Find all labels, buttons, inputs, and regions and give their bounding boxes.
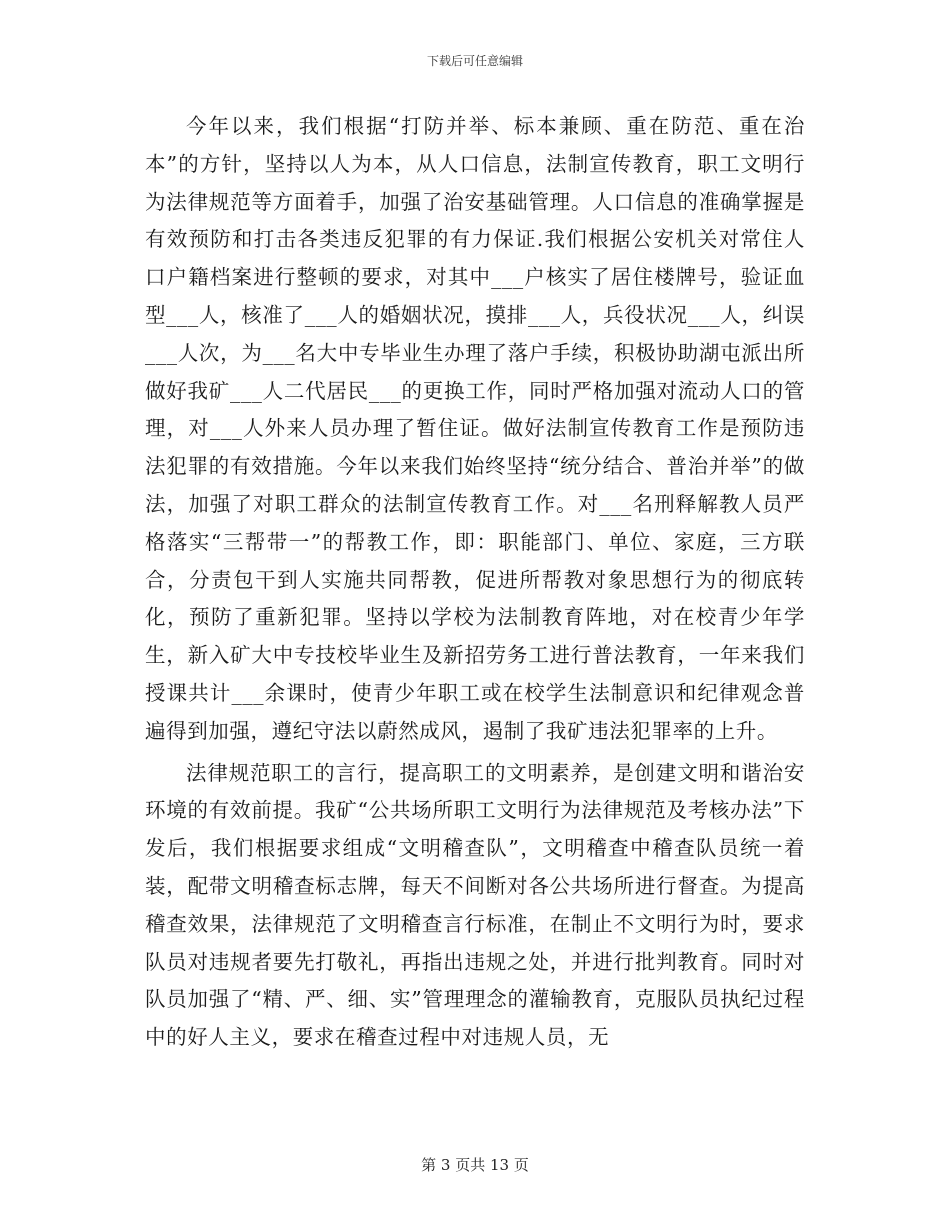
page-number: 第 3 页共 13 页	[421, 1156, 529, 1174]
body-paragraph-1: 今年以来，我们根据“打防并举、标本兼顾、重在防范、重在治本”的方针，坚持以人为本，从人口信息，法制宣传教育，职工文明行为法律规范等方面着手，加强了治安基础管理。人口信息的准确掌握是有效预防和打击各类违反犯罪的有力保证.我们根据公安机关对常住人口户籍档案进行整顿的要求，对其中___户核实了居住楼牌号，验证血型___人，核准了___人的婚姻状况，摸排___人，兵役状况___人，纠误___人次，为___名大中专毕业生办理了落户手续，积极协助湖屯派出所做好我矿___人二代居民___的更换工作，同时严格加强对流动人口的管理，对___人外来人员办理了暂住证。做好法制宣传教育工作是预防违法犯罪的有效措施。今年以来我们始终坚持“统分结合、普治并举”的做法，加强了对职工群众的法制宣传教育工作。对___名刑释解教人员严格落实“三帮带一”的帮教工作，即：职能部门、单位、家庭，三方联合，分责包干到人实施共同帮教，促进所帮教对象思想行为的彻底转化，预防了重新犯罪。坚持以学校为法制教育阵地，对在校青少年学生，新入矿大中专技校毕业生及新招劳务工进行普法教育，一年来我们授课共计___余课时，使青少年职工或在校学生法制意识和纪律观念普遍得到加强，遵纪守法以蔚然成风，遏制了我矿违法犯罪率的上升。	[145, 114, 805, 743]
page-header: 下载后可任意编辑	[426, 54, 523, 68]
document-body	[145, 108, 805, 1057]
body-paragraph-2: 法律规范职工的言行，提高职工的文明素养，是创建文明和谐治安环境的有效前提。我矿“公共场所职工文明行为法律规范及考核办法”下发后，我们根据要求组成“文明稽查队”，文明稽查中稽查队员统一着装，配带文明稽查标志牌，每天不间断对各公共场所进行督查。为提高稽查效果，法律规范了文明稽查言行标准，在制止不文明行为时，要求队员对违规者要先打敬礼，再指出违规之处，并进行批判教育。同时对队员加强了“精、严、细、实”管理理念的灌输教育，克服队员执纪过程中的好人主义，要求在稽查过程中对违规人员，无	[145, 760, 805, 1050]
